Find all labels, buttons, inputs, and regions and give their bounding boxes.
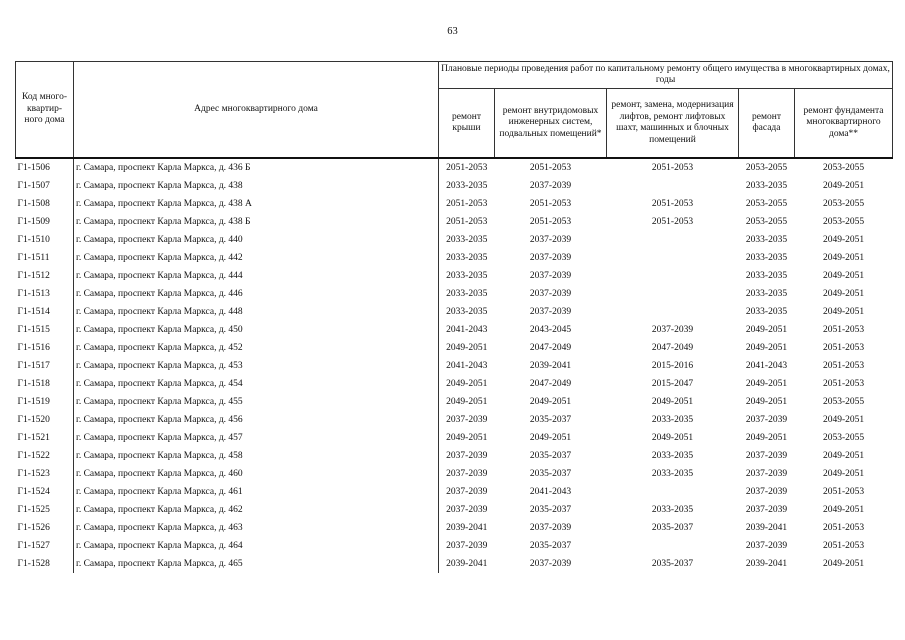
- cell-facade: 2053-2055: [745, 217, 788, 227]
- cell-foundation: 2051-2053: [822, 523, 865, 533]
- cell-elevators: 2015-2016: [651, 361, 694, 371]
- cell-address: г. Самара, проспект Карла Маркса, д. 450: [74, 321, 439, 339]
- cell-facade: 2049-2051: [745, 433, 788, 443]
- cell-address: г. Самара, проспект Карла Маркса, д. 454: [74, 375, 439, 393]
- table-row: [16, 267, 893, 285]
- cell-foundation: 2051-2053: [822, 541, 865, 551]
- cell-systems: 2037-2039: [529, 559, 572, 569]
- table-row: [16, 195, 893, 213]
- cell-facade: 2049-2051: [745, 379, 788, 389]
- cell-foundation: 2049-2051: [822, 469, 865, 479]
- cell-systems: 2051-2053: [529, 217, 572, 227]
- cell-address: г. Самара, проспект Карла Маркса, д. 438 Б: [74, 213, 439, 231]
- cell-roof: 2049-2051: [439, 339, 495, 357]
- cell-foundation: 2049-2051: [822, 505, 865, 515]
- cell-elevators: [607, 267, 739, 285]
- cell-systems: 2039-2041: [529, 361, 572, 371]
- table-row: [16, 249, 893, 267]
- cell-address: г. Самара, проспект Карла Маркса, д. 442: [74, 249, 439, 267]
- cell-elevators: 2033-2035: [651, 505, 694, 515]
- cell-systems: 2047-2049: [529, 379, 572, 389]
- header-roof: ремонт крыши: [439, 89, 495, 159]
- cell-foundation: 2051-2053: [822, 325, 865, 335]
- capital-repair-plan-table: [15, 61, 893, 573]
- table-row: [16, 465, 893, 483]
- cell-foundation: 2049-2051: [822, 415, 865, 425]
- cell-elevators: 2033-2035: [651, 451, 694, 461]
- cell-elevators: 2015-2047: [651, 379, 694, 389]
- cell-foundation: 2053-2055: [822, 433, 865, 443]
- cell-systems: 2037-2039: [529, 289, 572, 299]
- cell-systems: 2037-2039: [529, 307, 572, 317]
- table-row: [16, 375, 893, 393]
- cell-address: г. Самара, проспект Карла Маркса, д. 436 Б: [74, 158, 439, 177]
- cell-address: г. Самара, проспект Карла Маркса, д. 457: [74, 429, 439, 447]
- cell-code: Г1-1524: [17, 487, 50, 497]
- cell-address: г. Самара, проспект Карла Маркса, д. 464: [74, 537, 439, 555]
- cell-elevators: 2033-2035: [651, 469, 694, 479]
- cell-code: Г1-1518: [17, 379, 50, 389]
- cell-systems: 2041-2043: [529, 487, 572, 497]
- page-number: 63: [447, 26, 458, 37]
- cell-code: Г1-1513: [17, 289, 50, 299]
- cell-foundation: 2049-2051: [822, 235, 865, 245]
- cell-facade: 2033-2035: [745, 307, 788, 317]
- cell-roof: 2037-2039: [439, 483, 495, 501]
- cell-code: Г1-1521: [17, 433, 50, 443]
- cell-address: г. Самара, проспект Карла Маркса, д. 452: [74, 339, 439, 357]
- cell-code: Г1-1511: [17, 253, 50, 263]
- cell-code: Г1-1523: [17, 469, 50, 479]
- cell-foundation: 2049-2051: [822, 271, 865, 281]
- cell-foundation: 2053-2055: [822, 217, 865, 227]
- cell-address: г. Самара, проспект Карла Маркса, д. 448: [74, 303, 439, 321]
- cell-roof: 2049-2051: [439, 393, 495, 411]
- cell-facade: 2037-2039: [745, 451, 788, 461]
- table-row: [16, 213, 893, 231]
- cell-foundation: 2049-2051: [822, 253, 865, 263]
- cell-code: Г1-1517: [17, 361, 50, 371]
- cell-facade: 2033-2035: [745, 235, 788, 245]
- cell-roof: 2033-2035: [439, 249, 495, 267]
- cell-elevators: [607, 249, 739, 267]
- cell-foundation: 2049-2051: [822, 559, 865, 569]
- cell-address: г. Самара, проспект Карла Маркса, д. 438 А: [74, 195, 439, 213]
- cell-facade: 2049-2051: [745, 397, 788, 407]
- table-row: [16, 177, 893, 195]
- cell-systems: 2037-2039: [529, 271, 572, 281]
- cell-address: г. Самара, проспект Карла Маркса, д. 462: [74, 501, 439, 519]
- table-row: [16, 447, 893, 465]
- cell-elevators: [607, 483, 739, 501]
- cell-foundation: 2049-2051: [822, 451, 865, 461]
- cell-code: Г1-1516: [17, 343, 50, 353]
- table-row: [16, 483, 893, 501]
- cell-roof: 2049-2051: [439, 375, 495, 393]
- table-row: [16, 339, 893, 357]
- table-row: [16, 393, 893, 411]
- cell-roof: 2033-2035: [439, 303, 495, 321]
- header-periods-group: Плановые периоды проведения работ по капитальному ремонту общего имущества в многоквартирных домах, годы: [439, 62, 893, 89]
- cell-facade: 2033-2035: [745, 289, 788, 299]
- cell-code: Г1-1519: [17, 397, 50, 407]
- cell-address: г. Самара, проспект Карла Маркса, д. 456: [74, 411, 439, 429]
- cell-facade: 2033-2035: [745, 253, 788, 263]
- cell-code: Г1-1514: [17, 307, 50, 317]
- cell-systems: 2035-2037: [529, 451, 572, 461]
- cell-facade: 2037-2039: [745, 415, 788, 425]
- cell-foundation: 2053-2055: [822, 163, 865, 173]
- cell-code: Г1-1515: [17, 325, 50, 335]
- cell-systems: 2051-2053: [529, 199, 572, 209]
- cell-roof: 2037-2039: [439, 465, 495, 483]
- header-systems: ремонт внутридомовых инженерных систем, подвальных помещений*: [495, 89, 607, 159]
- cell-facade: 2037-2039: [745, 487, 788, 497]
- cell-code: Г1-1508: [17, 199, 50, 209]
- cell-address: г. Самара, проспект Карла Маркса, д. 461: [74, 483, 439, 501]
- table-row: [16, 303, 893, 321]
- table-header: [16, 62, 893, 159]
- cell-roof: 2039-2041: [439, 519, 495, 537]
- cell-elevators: 2051-2053: [651, 199, 694, 209]
- cell-foundation: 2049-2051: [822, 181, 865, 191]
- cell-address: г. Самара, проспект Карла Маркса, д. 455: [74, 393, 439, 411]
- cell-code: Г1-1522: [17, 451, 50, 461]
- cell-address: г. Самара, проспект Карла Маркса, д. 458: [74, 447, 439, 465]
- cell-elevators: [607, 177, 739, 195]
- header-foundation: ремонт фундамента многоквартирного дома**: [795, 89, 893, 159]
- cell-address: г. Самара, проспект Карла Маркса, д. 438: [74, 177, 439, 195]
- cell-facade: 2033-2035: [745, 271, 788, 281]
- cell-facade: 2053-2055: [745, 199, 788, 209]
- table-row: [16, 429, 893, 447]
- cell-roof: 2039-2041: [439, 555, 495, 573]
- cell-elevators: 2033-2035: [651, 415, 694, 425]
- table-row: [16, 158, 893, 177]
- cell-elevators: 2051-2053: [651, 163, 694, 173]
- table-row: [16, 285, 893, 303]
- cell-address: г. Самара, проспект Карла Маркса, д. 465: [74, 555, 439, 573]
- table-row: [16, 357, 893, 375]
- cell-address: г. Самара, проспект Карла Маркса, д. 460: [74, 465, 439, 483]
- cell-roof: 2033-2035: [439, 177, 495, 195]
- table-row: [16, 537, 893, 555]
- cell-roof: 2037-2039: [439, 447, 495, 465]
- cell-roof: 2033-2035: [439, 285, 495, 303]
- cell-elevators: 2049-2051: [651, 397, 694, 407]
- cell-address: г. Самара, проспект Карла Маркса, д. 444: [74, 267, 439, 285]
- cell-code: Г1-1526: [17, 523, 50, 533]
- cell-elevators: 2047-2049: [651, 343, 694, 353]
- cell-address: г. Самара, проспект Карла Маркса, д. 446: [74, 285, 439, 303]
- cell-facade: 2053-2055: [745, 163, 788, 173]
- cell-foundation: 2053-2055: [822, 199, 865, 209]
- cell-roof: 2051-2053: [439, 158, 495, 177]
- cell-roof: 2051-2053: [439, 195, 495, 213]
- cell-facade: 2037-2039: [745, 505, 788, 515]
- cell-code: Г1-1527: [17, 541, 50, 551]
- cell-systems: 2035-2037: [529, 415, 572, 425]
- cell-elevators: 2051-2053: [651, 217, 694, 227]
- cell-foundation: 2051-2053: [822, 343, 865, 353]
- cell-facade: 2039-2041: [745, 559, 788, 569]
- cell-systems: 2037-2039: [529, 523, 572, 533]
- table-row: [16, 411, 893, 429]
- cell-address: г. Самара, проспект Карла Маркса, д. 463: [74, 519, 439, 537]
- cell-systems: 2037-2039: [529, 253, 572, 263]
- cell-foundation: 2049-2051: [822, 307, 865, 317]
- cell-facade: 2037-2039: [745, 541, 788, 551]
- cell-facade: 2033-2035: [745, 181, 788, 191]
- cell-systems: 2043-2045: [529, 325, 572, 335]
- cell-roof: 2037-2039: [439, 501, 495, 519]
- cell-code: Г1-1512: [17, 271, 50, 281]
- cell-roof: 2049-2051: [439, 429, 495, 447]
- cell-elevators: 2035-2037: [651, 523, 694, 533]
- cell-roof: 2037-2039: [439, 537, 495, 555]
- cell-roof: 2033-2035: [439, 231, 495, 249]
- table-row: [16, 555, 893, 573]
- cell-systems: 2049-2051: [529, 433, 572, 443]
- cell-facade: 2049-2051: [745, 343, 788, 353]
- cell-foundation: 2053-2055: [822, 397, 865, 407]
- cell-elevators: 2035-2037: [651, 559, 694, 569]
- cell-elevators: [607, 537, 739, 555]
- cell-code: Г1-1525: [17, 505, 50, 515]
- table-row: [16, 231, 893, 249]
- cell-roof: 2037-2039: [439, 411, 495, 429]
- table-row: [16, 321, 893, 339]
- table-row: [16, 501, 893, 519]
- cell-roof: 2041-2043: [439, 321, 495, 339]
- cell-facade: 2041-2043: [745, 361, 788, 371]
- cell-foundation: 2051-2053: [822, 361, 865, 371]
- cell-address: г. Самара, проспект Карла Маркса, д. 453: [74, 357, 439, 375]
- cell-code: Г1-1507: [17, 181, 50, 191]
- cell-systems: 2051-2053: [529, 163, 572, 173]
- cell-facade: 2037-2039: [745, 469, 788, 479]
- cell-roof: 2033-2035: [439, 267, 495, 285]
- cell-code: Г1-1528: [17, 559, 50, 569]
- cell-code: Г1-1506: [17, 163, 50, 173]
- cell-systems: 2037-2039: [529, 235, 572, 245]
- header-code: Код много-квартир-ного дома: [16, 62, 74, 159]
- cell-foundation: 2049-2051: [822, 289, 865, 299]
- cell-facade: 2049-2051: [745, 325, 788, 335]
- cell-elevators: 2037-2039: [651, 325, 694, 335]
- table-body: [16, 158, 893, 573]
- cell-systems: 2037-2039: [529, 181, 572, 191]
- cell-foundation: 2051-2053: [822, 487, 865, 497]
- cell-systems: 2035-2037: [529, 505, 572, 515]
- header-elevators: ремонт, замена, модернизация лифтов, ремонт лифтовых шахт, машинных и блочных помещений: [607, 89, 739, 159]
- cell-foundation: 2051-2053: [822, 379, 865, 389]
- cell-roof: 2051-2053: [439, 213, 495, 231]
- header-address: Адрес многоквартирного дома: [74, 62, 439, 159]
- cell-code: Г1-1510: [17, 235, 50, 245]
- cell-facade: 2039-2041: [745, 523, 788, 533]
- cell-systems: 2047-2049: [529, 343, 572, 353]
- table-row: [16, 519, 893, 537]
- cell-systems: 2049-2051: [529, 397, 572, 407]
- cell-elevators: [607, 231, 739, 249]
- cell-systems: 2035-2037: [529, 541, 572, 551]
- cell-roof: 2041-2043: [439, 357, 495, 375]
- cell-code: Г1-1509: [17, 217, 50, 227]
- cell-elevators: [607, 285, 739, 303]
- cell-elevators: [607, 303, 739, 321]
- cell-address: г. Самара, проспект Карла Маркса, д. 440: [74, 231, 439, 249]
- header-facade: ремонт фасада: [739, 89, 795, 159]
- cell-code: Г1-1520: [17, 415, 50, 425]
- cell-systems: 2035-2037: [529, 469, 572, 479]
- cell-elevators: 2049-2051: [651, 433, 694, 443]
